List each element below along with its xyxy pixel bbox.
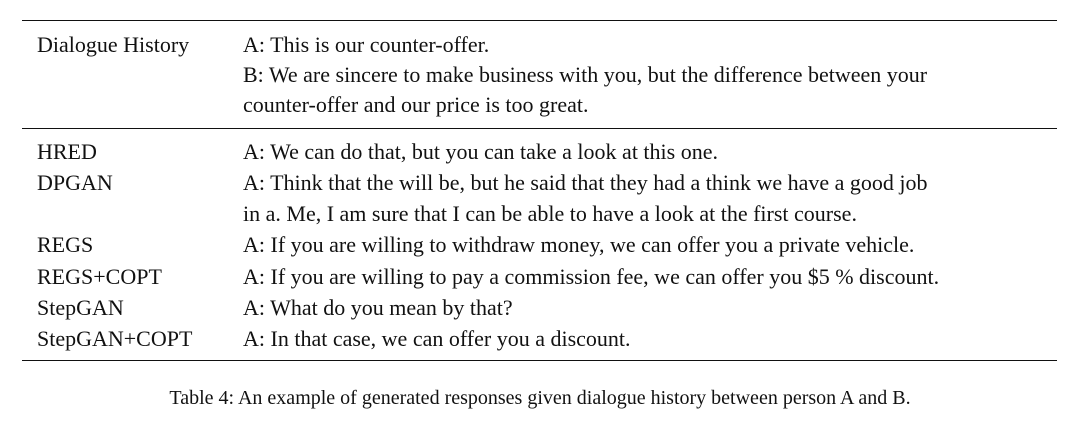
history-line: B: We are sincere to make business with you, but the difference between your	[243, 62, 928, 87]
response-line: in a. Me, I am sure that I can be able to have a look at the first course.	[243, 201, 857, 226]
table-caption: Table 4: An example of generated responses given dialogue history between person A and B.	[169, 387, 911, 409]
response-line: A: What do you mean by that?	[243, 295, 513, 320]
table-bottom-rule	[22, 360, 1057, 361]
response-line: A: We can do that, but you can take a look at this one.	[243, 139, 718, 164]
response-line: A: Think that the will be, but he said that they had a think we have a good job	[243, 170, 928, 195]
table-mid-rule	[22, 128, 1057, 129]
history-line: counter-offer and our price is too great.	[243, 92, 589, 117]
model-name: DPGAN	[37, 170, 113, 195]
model-name: StepGAN	[37, 295, 124, 320]
response-line: A: If you are willing to pay a commission fee, we can offer you $5 % discount.	[243, 264, 940, 289]
model-name: REGS+COPT	[37, 264, 162, 289]
model-name: StepGAN+COPT	[37, 326, 193, 351]
response-line: A: If you are willing to withdraw money, we can offer you a private vehicle.	[243, 232, 915, 257]
model-name: HRED	[37, 139, 97, 164]
dialogue-history-label: Dialogue History	[37, 32, 190, 57]
response-line: A: In that case, we can offer you a discount.	[243, 326, 631, 351]
model-name: REGS	[37, 232, 94, 257]
table-top-rule	[22, 20, 1057, 21]
history-line: A: This is our counter-offer.	[243, 32, 490, 57]
